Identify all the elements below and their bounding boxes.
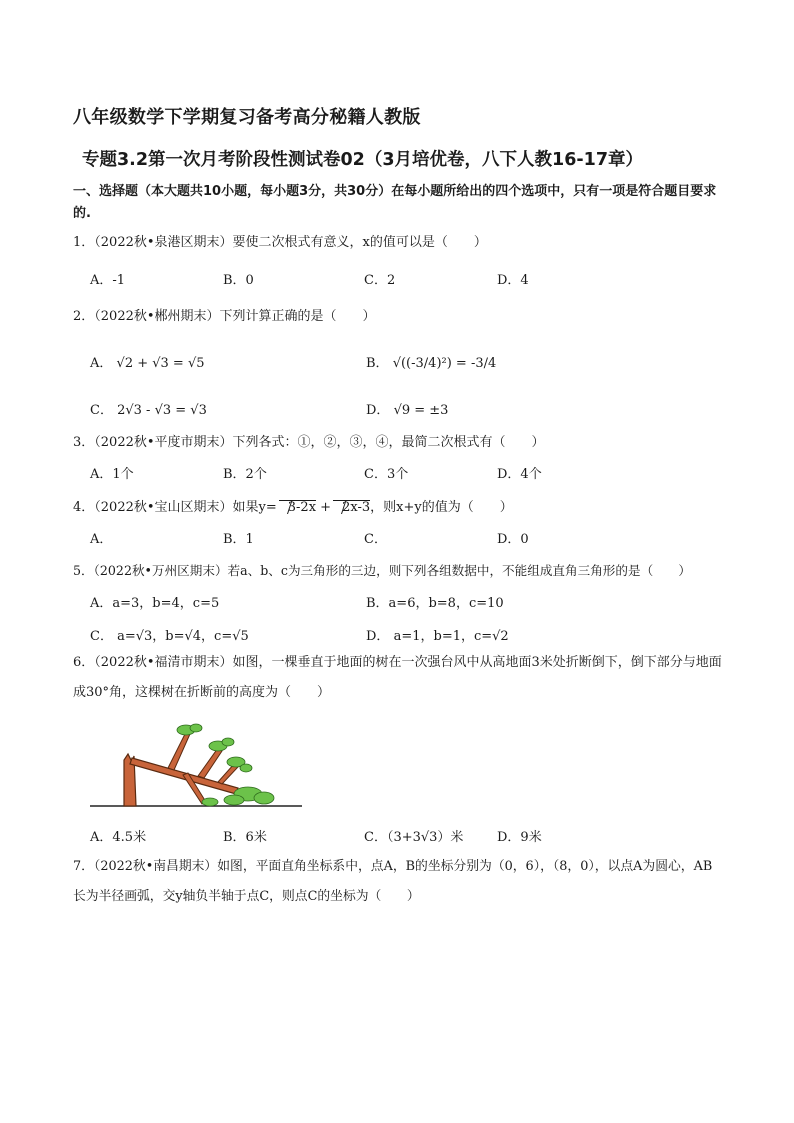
radical [279, 500, 316, 515]
question-1-option-c: C．2 [364, 273, 396, 288]
option-label: C． [90, 629, 113, 644]
math-expression: √((-3/4)²) = -3/4 [392, 356, 497, 371]
stem-text: 4．（2022秋•宝山区期末）如果y= [73, 500, 277, 515]
broken-tree-illustration-icon [88, 718, 304, 810]
question-1-option-b: B．0 [223, 273, 254, 288]
document-title: 专题3.2第一次月考阶段性测试卷02（3月培优卷，八下人教16-17章） [82, 150, 643, 170]
option-label: C． [90, 403, 113, 418]
math-expression: 2√3 - √3 = √3 [117, 403, 207, 418]
question-3-option-a: A．1个 [90, 467, 134, 482]
question-6-stem: 6．（2022秋•福清市期末）如图，一棵垂直于地面的树在一次强台风中从高地面3米处折断倒下，倒下部分与地面成30°角，这棵树在折断前的高度为（ ） [73, 655, 722, 700]
section-heading: 一、选择题（本大题共10小题，每小题3分，共30分）在每小题所给出的四个选项中，只有一项是符合题目要求的. [73, 184, 717, 221]
question-6-option-b: B．6米 [223, 830, 267, 845]
question-5-option-b: B．a=6，b=8，c=10 [366, 596, 504, 611]
question-4-option-c: C． [364, 532, 387, 547]
option-label: A． [90, 356, 113, 371]
question-4-option-d: D．0 [497, 532, 529, 547]
math-expression: a=1，b=1，c=√2 [393, 629, 509, 644]
math-expression: √2 + √3 = √5 [116, 356, 205, 371]
question-5-option-d [366, 625, 509, 644]
math-expression: √9 = ±3 [393, 403, 449, 418]
question-5-stem: 5．（2022秋•万州区期末）若a、b、c为三角形的三边，则下列各组数据中，不能组成直角三角形的是（ ） [73, 563, 691, 578]
question-2-option-c [90, 399, 207, 418]
question-2-option-d [366, 399, 448, 418]
question-3-stem: 3．（2022秋•平度市期末）下列各式：①，②，③，④，最简二次根式有（ ） [73, 435, 545, 450]
stem-text: + [316, 500, 332, 515]
branch-2 [198, 748, 222, 778]
stem-text: ，则x+y的值为（ ） [370, 500, 513, 515]
header-title: 八年级数学下学期复习备考高分秘籍人教版 [73, 107, 421, 128]
option-label: D． [366, 629, 390, 644]
option-label: B． [366, 356, 389, 371]
question-1-option-d: D．4 [497, 273, 529, 288]
broken-tree-figure [88, 718, 304, 810]
question-3-option-c: C．3个 [364, 467, 409, 482]
option-label: D． [366, 403, 390, 418]
radical [333, 500, 370, 515]
radicand: 3-2x [287, 500, 317, 515]
question-6-option-d: D．9米 [497, 830, 542, 845]
branch-1 [168, 732, 190, 770]
question-1-stem: 1．（2022秋•泉港区期末）要使二次根式有意义，x的值可以是（ ） [73, 235, 487, 250]
math-expression: a=√3，b=√4，c=√5 [117, 629, 249, 644]
leaves [177, 724, 274, 806]
question-2-option-b [366, 352, 496, 371]
question-2-option-a [90, 352, 205, 371]
question-4-option-b: B．1 [223, 532, 254, 547]
question-1-option-a: A．-1 [90, 273, 126, 288]
question-6-option-c: C．（3+3√3）米 [364, 830, 464, 845]
question-5-option-a: A．a=3，b=4，c=5 [90, 596, 220, 611]
question-5-option-c [90, 625, 249, 644]
question-4-option-a: A． [90, 532, 113, 547]
question-4-stem [73, 496, 513, 515]
radicand: 2x-3 [342, 500, 371, 515]
question-3-option-d: D．4个 [497, 467, 542, 482]
question-3-option-b: B．2个 [223, 467, 267, 482]
question-2-stem: 2．（2022秋•郴州期末）下列计算正确的是（ ） [73, 309, 376, 324]
question-7-stem: 7．（2022秋•南昌期末）如图，平面直角坐标系中，点A，B的坐标分别为（0，6），（8，0），以点A为圆心，AB长为半径画弧，交y轴负半轴于点C，则点C的坐标为（ ） [73, 859, 713, 904]
question-6-option-a: A．4.5米 [90, 830, 147, 845]
